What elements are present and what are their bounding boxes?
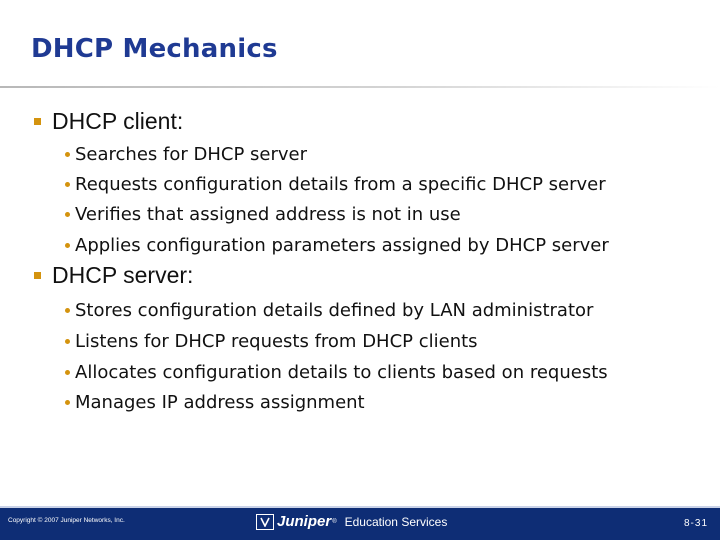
list-item-text: Searches for DHCP server [75,144,308,165]
list-item-text: Verifies that assigned address is not in use [75,204,461,225]
footer-brand [256,513,447,530]
section-heading-server [34,262,193,289]
education-services-label: Education Services [344,514,448,529]
list-item [65,331,478,352]
list-item [65,204,461,225]
round-bullet-icon [65,370,70,375]
section-heading-label: DHCP client: [52,108,184,134]
round-bullet-icon [65,400,70,405]
section-heading-client [34,108,183,135]
section-heading-label: DHCP server: [52,262,194,288]
square-bullet-icon [34,272,41,279]
list-item-text: Stores configuration details defined by LAN administrator [75,300,594,321]
list-item-text: Listens for DHCP requests from DHCP clients [75,331,478,352]
round-bullet-icon [65,212,70,217]
round-bullet-icon [65,339,70,344]
trademark-symbol: ® [332,518,337,525]
round-bullet-icon [65,243,70,248]
list-item [65,174,606,195]
page-title: DHCP Mechanics [31,34,278,64]
page-number: 8-31 [683,518,708,529]
list-item-text: Applies configuration parameters assigned by DHCP server [75,235,609,256]
round-bullet-icon [65,308,70,313]
square-bullet-icon [34,118,41,125]
list-item-text: Allocates configuration details to clients based on requests [75,362,608,383]
list-item [65,362,608,383]
list-item [65,300,593,321]
list-item-text: Requests configuration details from a specific DHCP server [75,174,606,195]
list-item [65,235,609,256]
round-bullet-icon [65,152,70,157]
juniper-logo-icon [256,514,274,530]
brand-name: Juniper [277,513,332,530]
list-item-text: Manages IP address assignment [75,392,365,413]
round-bullet-icon [65,182,70,187]
copyright-text: Copyright © 2007 Juniper Networks, Inc. [8,517,125,524]
list-item [65,144,307,165]
list-item [65,392,365,413]
title-divider [0,86,720,88]
